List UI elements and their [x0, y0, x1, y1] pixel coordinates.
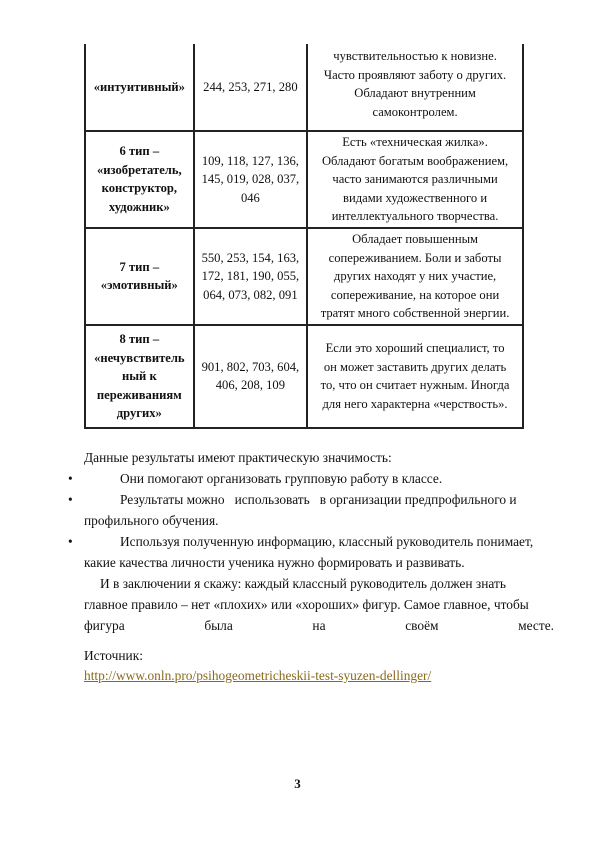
conclusion-line: главное правило – нет «плохих» или «хороших» фигур. Самое главное, чтобы [84, 596, 529, 612]
bullet-icon: • [68, 492, 73, 507]
cell-line: 109, 118, 127, 136, [201, 153, 299, 168]
codes-cell [194, 131, 307, 228]
cell-line: 244, 253, 271, 280 [203, 79, 298, 94]
cell-line: чувствительностью к новизне. [333, 49, 497, 63]
cell-line: 901, 802, 703, 604, [201, 359, 300, 374]
table-row [85, 131, 523, 228]
source-label: Источник: [84, 648, 143, 663]
cell-line: Если это хороший специалист, то [325, 341, 505, 356]
bullet-text [84, 532, 554, 574]
cell-line: Обладают внутренним [354, 86, 476, 101]
cell-line: сопереживание, на которое они [330, 287, 500, 302]
cell-line: Обладают богатым воображением, [321, 153, 509, 168]
bullet-text-line: Используя полученную информацию, классный руководитель понимает, [120, 534, 534, 549]
type-cell [85, 44, 194, 131]
bullet-icon: • [68, 534, 73, 549]
cell-line: для него характерна «черствость». [322, 397, 508, 412]
cell-line: «эмотивный» [100, 278, 178, 293]
conclusion-word: на [312, 617, 326, 633]
type-cell [85, 228, 194, 325]
conclusion-word: фигура [84, 617, 125, 633]
cell-line: переживаниям [96, 387, 182, 402]
cell-line: 6 тип – [119, 144, 160, 159]
table-row [85, 228, 523, 325]
description-cell [307, 131, 523, 228]
codes-cell [194, 228, 307, 325]
cell-line: 172, 181, 190, 055, [201, 269, 300, 284]
cell-line: «изобретатель, [96, 162, 182, 177]
cell-line: Обладает повышенным [352, 231, 479, 246]
bullet-text-line: профильного обучения. [84, 512, 219, 528]
codes-cell [194, 44, 307, 131]
cell-line: художник» [108, 200, 170, 215]
bullet-text: Они помогают организовать групповую работу в классе. [120, 471, 443, 486]
cell-line: «интуитивный» [93, 79, 185, 94]
cell-line: 7 тип – [119, 259, 160, 274]
cell-line: 145, 019, 028, 037, [201, 172, 300, 187]
cell-line: ный к [121, 369, 157, 384]
page-number: 3 [294, 776, 301, 791]
source-link[interactable]: http://www.onln.pro/psihogeometricheskii-test-syuzen-dellinger/ [84, 668, 432, 683]
conclusion-line: И в заключении я скажу: каждый классный руководитель должен знать [100, 576, 506, 591]
cell-line: Часто проявляют заботу о других. [323, 67, 507, 82]
bullet-text-line: какие качества личности ученика нужно формировать и развивать. [84, 554, 465, 570]
table-row [85, 325, 523, 428]
description-cell [307, 228, 523, 325]
type-cell [85, 131, 194, 228]
cell-line: сопереживанием. Боли и заботы [328, 250, 502, 265]
intro-paragraph: Данные результаты имеют практическую значимость: [84, 450, 392, 465]
conclusion-word: была [204, 617, 233, 633]
conclusion-word: своём [405, 617, 439, 633]
cell-line: других находят у них участие, [333, 269, 497, 284]
conclusion-paragraph [84, 574, 554, 636]
bullet-text-line: Результаты можно использовать в организации предпрофильного и [120, 492, 517, 507]
table-row [85, 44, 523, 131]
personality-types-table [84, 44, 524, 429]
cell-line: часто занимаются различными [332, 172, 498, 187]
cell-line: других» [116, 406, 162, 421]
cell-line: 046 [240, 190, 260, 205]
cell-line: то, что он считает нужным. Иногда [320, 378, 510, 393]
cell-line: Есть «техническая жилка». [342, 135, 488, 149]
cell-line: интеллектуального творчества. [331, 209, 499, 224]
cell-line: 406, 208, 109 [215, 378, 286, 393]
cell-line: 550, 253, 154, 163, [201, 250, 300, 265]
description-cell [307, 325, 523, 428]
type-cell [85, 325, 194, 428]
description-cell [307, 44, 523, 131]
bullet-text [84, 490, 554, 532]
cell-line: «нечувствитель [94, 350, 185, 365]
bullet-icon: • [68, 471, 73, 486]
cell-line: видами художественного и [343, 190, 488, 205]
cell-line: тратят много собственной энергии. [320, 306, 510, 321]
conclusion-word: месте. [518, 617, 554, 633]
cell-line: конструктор, [101, 181, 178, 196]
codes-cell [194, 325, 307, 428]
cell-line: 8 тип – [119, 331, 160, 346]
cell-line: 064, 073, 082, 091 [203, 287, 298, 302]
cell-line: он может заставить других делать [323, 359, 507, 374]
cell-line: самоконтролем. [372, 104, 458, 119]
conclusion-last-line [84, 616, 554, 637]
